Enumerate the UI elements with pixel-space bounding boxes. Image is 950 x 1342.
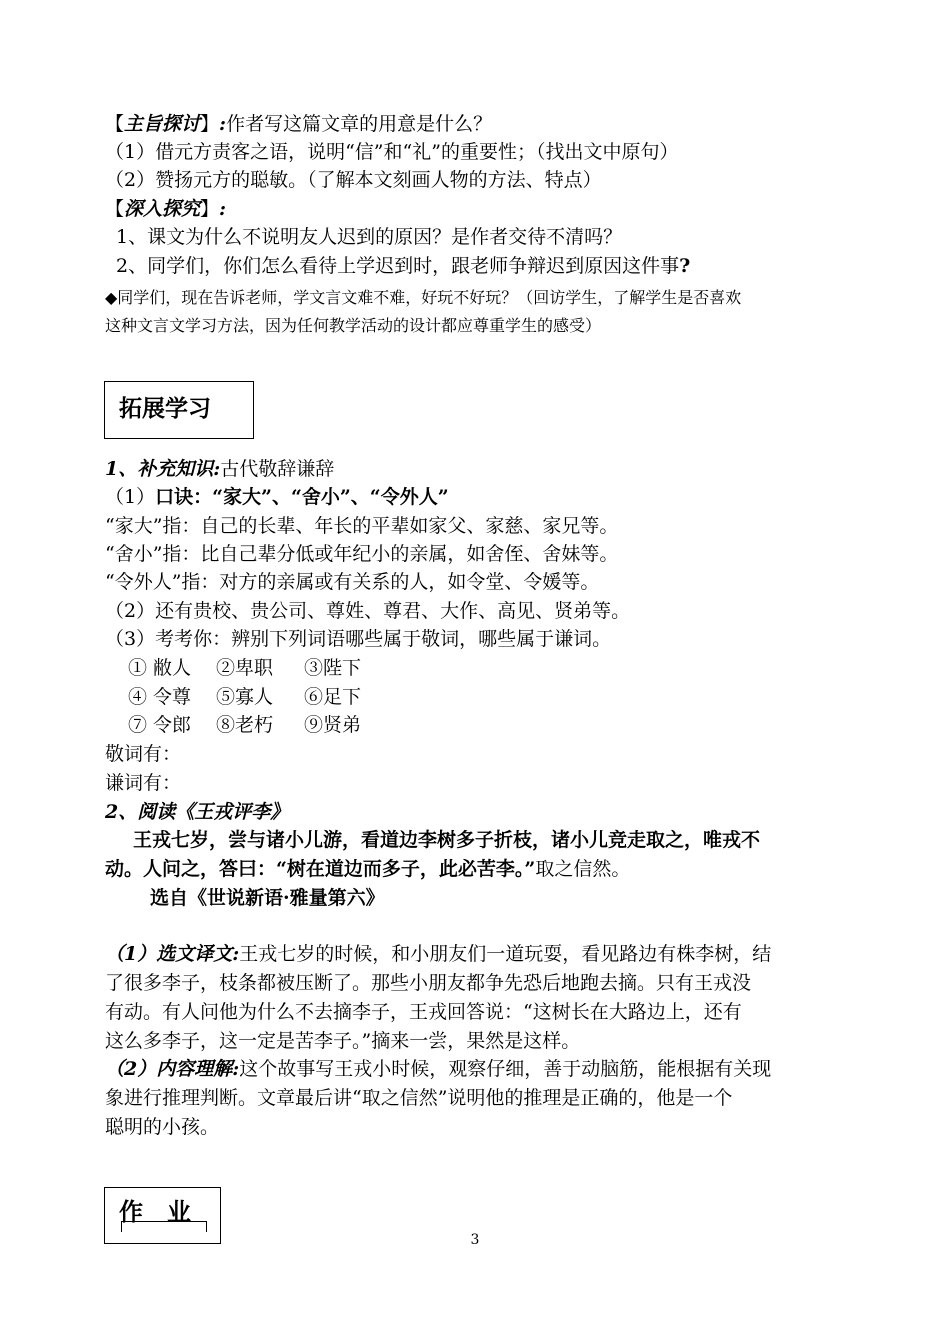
deep-heading: 【深入探究】: — [105, 198, 227, 220]
understanding-line-1: （2）内容理解:这个故事写王戎小时候，观察仔细，善于动脑筋，能根据有关现 — [105, 1058, 772, 1080]
part1-also: （2）还有贵校、贵公司、尊姓、尊君、大作、高见、贤弟等。 — [105, 600, 631, 622]
option-item: ⑨贤弟 — [304, 714, 362, 736]
option-item: ⑦ 令郎 — [128, 714, 192, 736]
theme-point-1: （1）借元方责客之语，说明“信”和“礼”的重要性；（找出文中原句） — [105, 141, 679, 163]
theme-point-2: （2）赞扬元方的聪敏。（了解本文刻画人物的方法、特点） — [105, 169, 602, 191]
options-row-3 — [128, 711, 392, 739]
honorific-answer-label: 敬词有： — [105, 743, 182, 765]
understanding-line-2: 象进行推理判断。文章最后讲“取之信然”说明他的推理是正确的，他是一个 — [105, 1087, 733, 1109]
story-text-line-1: 王戎七岁，尝与诸小儿游，看道边李树多子折枝，诸小儿竞走取之，唯戎不 — [133, 829, 761, 851]
option-item: ⑥足下 — [304, 686, 362, 708]
part2-heading: 2、阅读《王戎评李》 — [105, 801, 290, 823]
extend-learning-title: 拓展学习 — [119, 395, 211, 422]
options-row-2 — [128, 683, 392, 711]
deep-note-line-2: 这种文言文学习方法，因为任何教学活动的设计都应尊重学生的感受） — [105, 316, 602, 335]
option-item: ⑤寡人 — [216, 686, 274, 708]
part1-mnemonic: （1）口诀：“家大”、“舍小”、“令外人” — [105, 486, 449, 508]
option-item: ③陛下 — [304, 657, 362, 679]
part1-heading: 1、补充知识:古代敬辞谦辞 — [105, 458, 335, 480]
homework-title: 作 业 — [119, 1197, 191, 1226]
part1-quiz: （3）考考你：辨别下列词语哪些属于敬词，哪些属于谦词。 — [105, 628, 612, 650]
homework-bracket — [121, 1221, 207, 1232]
translation-line-2: 了很多李子，枝条都被压断了。那些小朋友都争先恐后地跑去摘。只有王戎没 — [105, 972, 752, 994]
translation-line-4: 这么多李子，这一定是苦李子。”摘来一尝，果然是这样。 — [105, 1030, 581, 1052]
option-item: ⑧老朽 — [216, 714, 274, 736]
part1-she-xiao: “舍小”指：比自己辈分低或年纪小的亲属，如舍侄、舍妹等。 — [105, 543, 619, 565]
part1-ling-wai: “令外人”指：对方的亲属或有关系的人，如令堂、令媛等。 — [105, 571, 600, 593]
option-item: ① 敝人 — [128, 657, 192, 679]
options-row-1 — [128, 654, 392, 682]
extend-learning-box — [104, 381, 254, 439]
option-item: ④ 令尊 — [128, 686, 192, 708]
option-item: ②卑职 — [216, 657, 274, 679]
deep-question-1: 1、课文为什么不说明友人迟到的原因？是作者交待不清吗？ — [116, 226, 623, 248]
theme-heading: 【主旨探讨】:作者写这篇文章的用意是什么？ — [105, 113, 493, 135]
translation-line-1: （1）选文译文:王戎七岁的时候，和小朋友们一道玩耍，看见路边有株李树，结 — [105, 943, 772, 965]
humble-answer-label: 谦词有： — [105, 772, 182, 794]
part1-jia-da: “家大”指：自己的长辈、年长的平辈如家父、家慈、家兄等。 — [105, 515, 619, 537]
page-number: 3 — [470, 1232, 480, 1248]
understanding-line-3: 聪明的小孩。 — [105, 1116, 220, 1138]
story-text-line-2: 动。人问之，答曰：“树在道边而多子，此必苦李。”取之信然。 — [105, 858, 631, 880]
story-source: 选自《世说新语·雅量第六》 — [150, 887, 385, 909]
translation-line-3: 有动。有人问他为什么不去摘李子，王戎回答说：“这树长在大路边上，还有 — [105, 1001, 742, 1023]
deep-note-line-1: ◆同学们，现在告诉老师，学文言文难不难，好玩不好玩？（回访学生，了解学生是否喜欢 — [105, 288, 742, 307]
deep-question-2: 2、同学们，你们怎么看待上学迟到时，跟老师争辩迟到原因这件事? — [116, 255, 691, 277]
